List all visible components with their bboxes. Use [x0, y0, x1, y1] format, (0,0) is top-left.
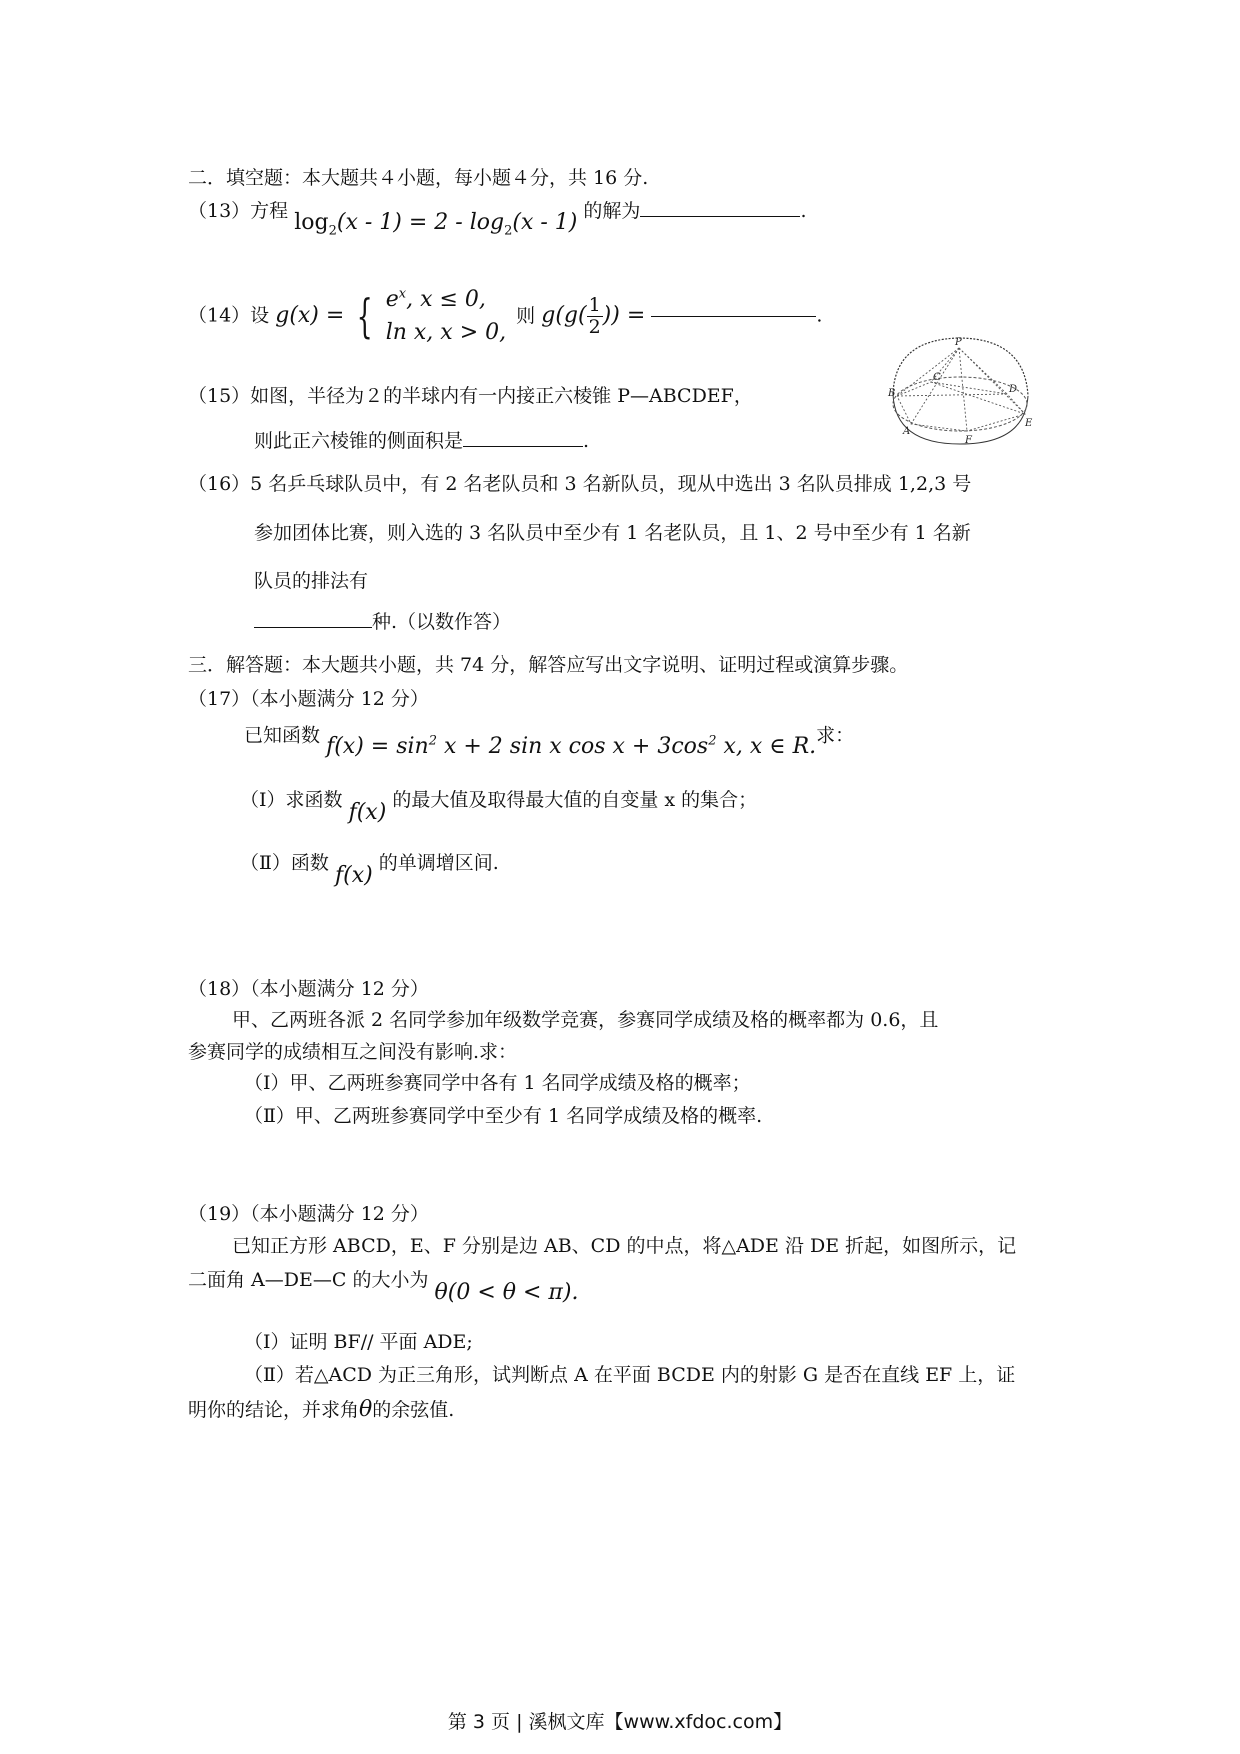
- q17-given: [244, 722, 855, 760]
- q15-line2: 则此正六棱锥的侧面积是 .: [254, 430, 590, 452]
- q17-ask: 求：: [816, 724, 855, 747]
- q19-line1: 已知正方形 ABCD，E、F 分别是边 AB、CD 的中点，将△ADE 沿 DE 折起，如图所示，记: [232, 1235, 1017, 1257]
- q14-mid: 则: [516, 304, 536, 327]
- q14: [188, 283, 822, 349]
- q18-title: （18）（本小题满分 12 分）: [188, 978, 429, 1000]
- q17-part1: （Ⅰ）求函数 f(x) 的最大值及取得最大值的自变量 x 的集合；: [240, 789, 758, 825]
- q13: [188, 198, 807, 239]
- q17-part1-fx: f(x): [348, 800, 387, 825]
- q18-part2: （Ⅱ）甲、乙两班参赛同学中至少有 1 名同学成绩及格的概率.: [244, 1105, 763, 1127]
- section2-heading: 二．填空题：本大题共４小题，每小题４分，共 16 分.: [188, 167, 649, 189]
- q15-answer-blank: [463, 445, 583, 447]
- fig15-label-d: D: [1009, 384, 1018, 395]
- q19-theta-range: θ(0 < θ < π).: [434, 1280, 579, 1305]
- q19-title: （19）（本小题满分 12 分）: [188, 1203, 429, 1225]
- q13-suffix: 的解为: [583, 200, 641, 222]
- q13-answer-blank: [640, 215, 800, 217]
- q13-prefix: （13）方程: [188, 200, 289, 222]
- q15-line1: （15）如图，半径为２的半球内有一内接正六棱锥 P—ABCDEF，: [188, 385, 753, 407]
- fig15-label-c: C: [933, 372, 941, 383]
- q17-part2-fx: f(x): [334, 863, 373, 888]
- q14-brace: {: [356, 289, 374, 343]
- fig15-label-b: B: [888, 388, 896, 399]
- fig15-label-e: E: [1025, 418, 1033, 429]
- fig15-label-p: P: [955, 337, 962, 348]
- q16-line3: 队员的排法有: [254, 570, 369, 592]
- q18-line2: 参赛同学的成绩相互之间没有影响.求：: [188, 1041, 518, 1063]
- fig15-label-f: F: [965, 435, 972, 446]
- page-footer: 第 3 页 | 溪枫文库【www.xfdoc.com】: [447, 1711, 793, 1733]
- q17-title: （17）（本小题满分 12 分）: [188, 688, 429, 710]
- q17-part2: （Ⅱ）函数 f(x) 的单调增区间.: [240, 852, 499, 888]
- q14-prefix: （14）设: [188, 304, 270, 327]
- q16-line4: 种.（以数作答）: [254, 611, 511, 634]
- q17-given-prefix: 已知函数: [244, 724, 321, 747]
- q14-lhs: g(x) =: [275, 302, 345, 328]
- q13-equation: $\log_2(x - 1) = 2 - \log_2(x - 1)$: [294, 210, 578, 239]
- q19-part2-line1: （Ⅱ）若△ACD 为正三角形，试判断点 A 在平面 BCDE 内的射影 G 是否在直线 EF 上，证: [244, 1364, 1016, 1386]
- q16-answer-blank: [254, 626, 372, 628]
- q19-line2: 二面角 A—DE—C 的大小为 θ(0 < θ < π).: [188, 1269, 579, 1305]
- q14-expr: g(g(: [541, 302, 587, 328]
- q17-formula: $f(x) = \sin^2 x + 2$ sin x $\cos x + 3\cos^2$ x, x ∈ R.: [326, 734, 817, 760]
- q13-end: .: [800, 200, 807, 222]
- q18-line1: 甲、乙两班各派 2 名同学参加年级数学竞赛，参赛同学成绩及格的概率都为 0.6，且: [232, 1009, 939, 1031]
- q14-cases: $e^x$, x ≤ 0, ln x, x > 0,: [385, 286, 507, 345]
- q14-fraction: $\frac{1}{2}$: [588, 293, 601, 338]
- q19-theta: θ: [359, 1397, 373, 1422]
- q14-end: .: [816, 304, 823, 327]
- q16-line2: 参加团体比赛，则入选的 3 名队员中至少有 1 名老队员，且 1、2 号中至少有 1 名新: [254, 522, 971, 544]
- q16-line1: （16）5 名乒乓球队员中，有 2 名老队员和 3 名新队员，现从中选出 3 名队员排成 1,2,3 号: [188, 473, 972, 495]
- q19-part1: （Ⅰ）证明 BF// 平面 ADE;: [244, 1331, 473, 1353]
- q19-part2-line2: 明你的结论，并求角θ的余弦值.: [188, 1397, 455, 1422]
- q14-answer-blank: [651, 315, 816, 317]
- q18-part1: （Ⅰ）甲、乙两班参赛同学中各有 1 名同学成绩及格的概率；: [244, 1072, 751, 1094]
- q14-expr-end: )) =: [602, 302, 646, 328]
- fig15-label-a: A: [903, 426, 911, 437]
- section3-heading: 三．解答题：本大题共小题，共 74 分，解答应写出文字说明、证明过程或演算步骤。: [188, 654, 909, 676]
- hemisphere-pyramid-figure: [885, 334, 1035, 452]
